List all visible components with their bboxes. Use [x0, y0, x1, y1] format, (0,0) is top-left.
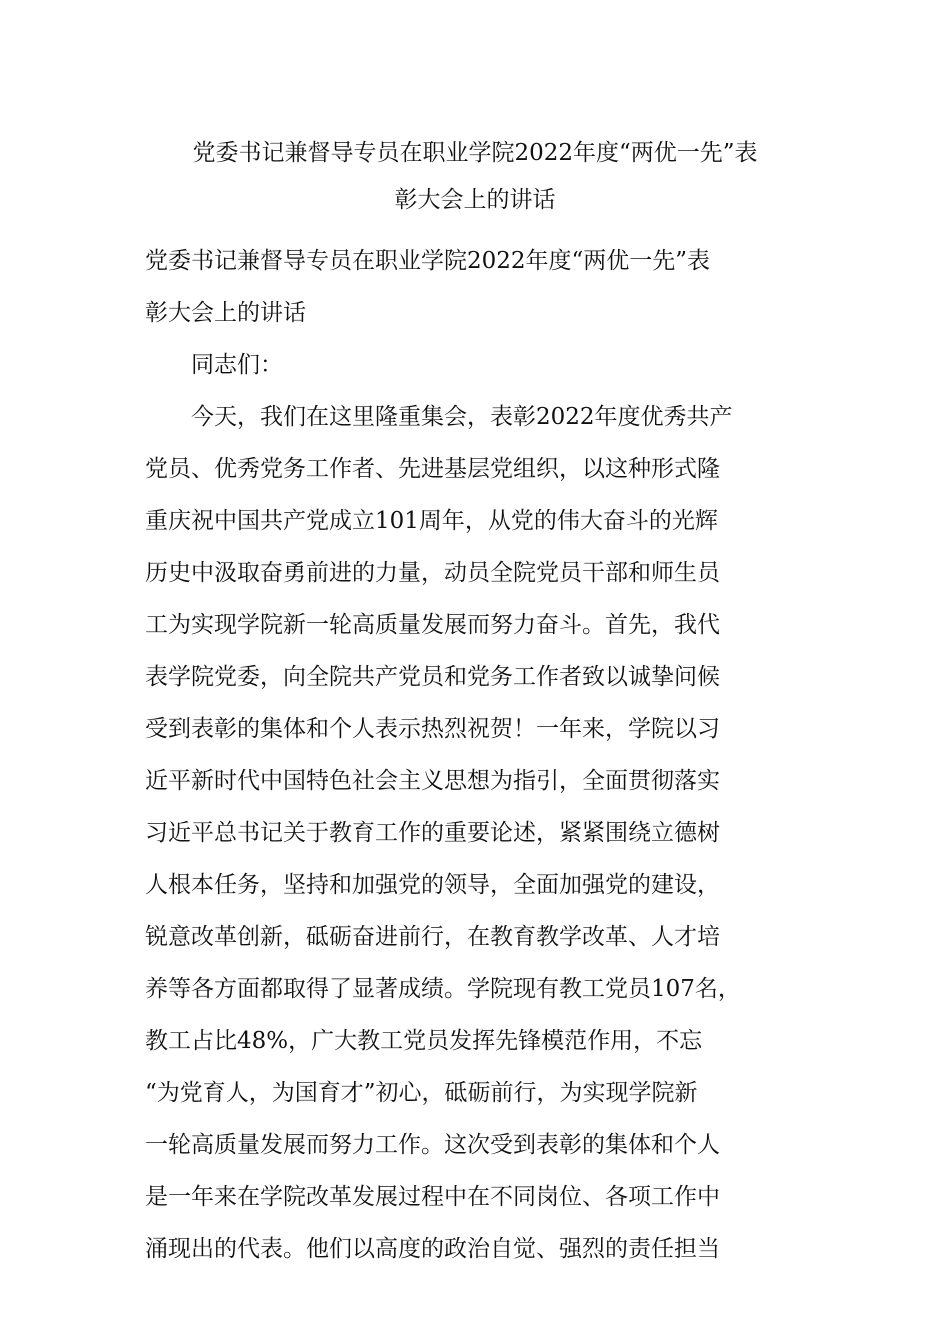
repeated-title-line-2: 彰大会上的讲话: [145, 300, 306, 326]
paragraph-line: 人根本任务，坚持和加强党的领导，全面加强党的建设，: [145, 872, 720, 898]
paragraph-line: 是一年来在学院改革发展过程中在不同岗位、各项工作中: [145, 1184, 720, 1210]
paragraph-line: 表学院党委，向全院共产党员和党务工作者致以诚挚问候: [145, 664, 720, 690]
paragraph-line: 重庆祝中国共产党成立101周年，从党的伟大奋斗的光辉: [145, 508, 718, 534]
repeated-title-line-1: 党委书记兼督导专员在职业学院2022年度“两优一先”表: [145, 248, 711, 274]
paragraph-line: “为党育人，为国育才”初心，砥砺前行，为实现学院新: [145, 1080, 698, 1106]
paragraph-line: 近平新时代中国特色社会主义思想为指引，全面贯彻落实: [145, 768, 720, 794]
paragraph-line: 涌现出的代表。他们以高度的政治自觉、强烈的责任担当: [145, 1236, 720, 1262]
paragraph-line: 锐意改革创新，砥砺奋进前行，在教育教学改革、人才培: [145, 924, 720, 950]
paragraph-line: 教工占比48%，广大教工党员发挥先锋模范作用，不忘: [145, 1028, 703, 1054]
paragraph-line: 受到表彰的集体和个人表示热烈祝贺！一年来，学院以习: [145, 716, 720, 742]
paragraph-line: 党员、优秀党务工作者、先进基层党组织，以这种形式隆: [145, 456, 720, 482]
paragraph-line: 一轮高质量发展而努力工作。这次受到表彰的集体和个人: [145, 1132, 720, 1158]
paragraph-line: 今天，我们在这里隆重集会，表彰2022年度优秀共产: [191, 404, 733, 430]
document-body: [145, 235, 835, 1275]
paragraph-line: 习近平总书记关于教育工作的重要论述，紧紧围绕立德树: [145, 820, 720, 846]
paragraph-line: 养等各方面都取得了显著成绩。学院现有教工党员107名，: [145, 976, 741, 1002]
document-title: [120, 130, 830, 224]
paragraph-line: 工为实现学院新一轮高质量发展而努力奋斗。首先，我代: [145, 612, 720, 638]
title-line-1: 党委书记兼督导专员在职业学院2022年度“两优一先”表: [192, 140, 758, 166]
title-line-2: 彰大会上的讲话: [394, 187, 556, 213]
salutation: 同志们：: [191, 352, 283, 378]
paragraph-line: 历史中汲取奋勇前进的力量，动员全院党员干部和师生员: [145, 560, 720, 586]
